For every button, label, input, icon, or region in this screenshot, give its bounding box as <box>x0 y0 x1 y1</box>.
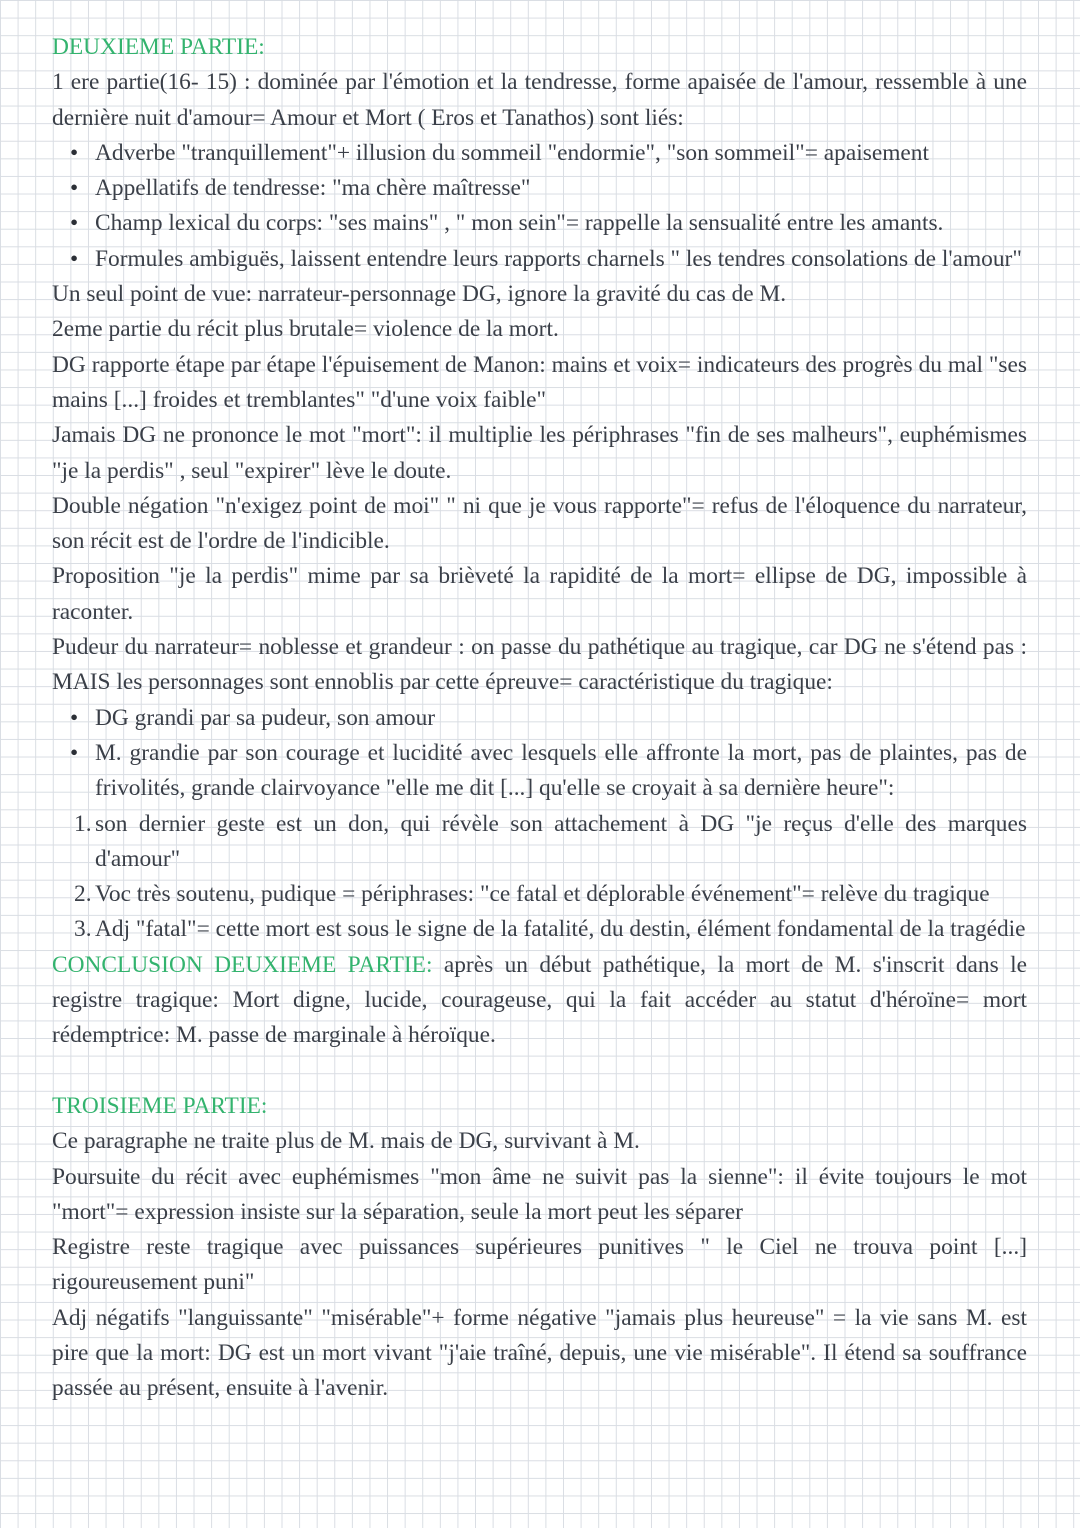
list-item: • Formules ambiguës, laissent entendre leurs rapports charnels " les tendres consolations de l'amour" <box>52 242 1027 277</box>
part3-heading: TROISIEME PARTIE: <box>52 1092 268 1119</box>
conclusion-label: CONCLUSION DEUXIEME PARTIE: <box>52 951 433 978</box>
item-text: son dernier geste est un don, qui révèle son attachement à DG "je reçus d'elle des marques d'amour" <box>95 810 1027 872</box>
section-spacer <box>52 1054 1027 1089</box>
list-item: • M. grandie par son courage et lucidité avec lesquels elle affronte la mort, pas de plaintes, pas de frivolités, grande clairvoyance "elle me dit [...] qu'elle se croyait à sa dernière heure": <box>52 736 1027 807</box>
numbered-item <box>52 807 1027 878</box>
part2-numbered-list <box>52 807 1027 948</box>
part2-bullet-list-2 <box>52 701 1027 807</box>
part2-bullet-list-1 <box>52 136 1027 277</box>
item-text: Voc très soutenu, pudique = périphrases: "ce fatal et déplorable événement"= relève du tragique <box>95 881 990 908</box>
part2-conclusion <box>52 948 1027 1054</box>
paragraph: Poursuite du récit avec euphémismes "mon âme ne suivit pas la sienne": il évite toujours le mot "mort"= expression insiste sur la séparation, seule la mort peut les séparer <box>52 1163 1027 1225</box>
part2-heading: DEUXIEME PARTIE: <box>52 34 265 60</box>
list-item: • Champ lexical du corps: "ses mains" , " mon sein"= rappelle la sensualité entre les amants. <box>52 206 1027 241</box>
paragraph: Adj négatifs "languissante" "misérable"+ forme négative "jamais plus heureuse" = la vie sans M. est pire que la mort: DG est un mort vivant "j'aie traîné, depuis, une vie misérable". Il étend sa souffrance passée au présent, ensuite à l'avenir. <box>52 1304 1027 1402</box>
paragraph: DG rapporte étape par étape l'épuisement de Manon: mains et voix= indicateurs des progrès du mal "ses mains [...] froides et tremblantes" "d'une voix faible" <box>52 351 1027 413</box>
part2-intro: 1 ere partie(16- 15) : dominée par l'émotion et la tendresse, forme apaisée de l'amour, ressemble à une dernière nuit d'amour= Amour et Mort ( Eros et Tanathos) sont liés: <box>52 69 1027 131</box>
paragraph: Un seul point de vue: narrateur-personnage DG, ignore la gravité du cas de M. <box>52 281 787 308</box>
conclusion-text: après un début pathétique, la mort de M. s'inscrit dans le registre tragique: Mort digne, lucide, courageuse, qui la fait accéder au statut d'héroïne= mort rédemptrice: M. passe de marginale à héroïque. <box>52 951 1028 1049</box>
list-item: • Adverbe "tranquillement"+ illusion du sommeil "endormie", "son sommeil"= apaisement <box>52 136 1027 171</box>
item-number: 3. <box>74 916 92 943</box>
item-number: 1. <box>74 810 92 837</box>
item-text: Adj "fatal"= cette mort est sous le signe de la fatalité, du destin, élément fondamental de la tragédie <box>95 916 1026 943</box>
paragraph: 2eme partie du récit plus brutale= violence de la mort. <box>52 316 559 343</box>
notes-page <box>52 30 1027 1407</box>
paragraph: Proposition "je la perdis" mime par sa brièveté la rapidité de la mort= ellipse de DG, impossible à raconter. <box>52 563 1027 625</box>
paragraph: Registre reste tragique avec puissances supérieures punitives " le Ciel ne trouva point [...] rigoureusement puni" <box>52 1234 1027 1296</box>
numbered-item <box>52 877 1027 912</box>
paragraph: Double négation "n'exigez point de moi" " ni que je vous rapporte"= refus de l'éloquence du narrateur, son récit est de l'ordre de l'indicible. <box>52 492 1027 555</box>
paragraph: Pudeur du narrateur= noblesse et grandeur : on passe du pathétique au tragique, car DG ne s'étend pas : MAIS les personnages sont ennoblis par cette épreuve= caractéristique du tragique: <box>52 634 1027 696</box>
item-number: 2. <box>74 881 92 908</box>
numbered-item <box>52 912 1027 947</box>
paragraph: Jamais DG ne prononce le mot "mort": il multiplie les périphrases "fin de ses malheurs", euphémismes "je la perdis" , seul "expirer" lève le doute. <box>52 422 1027 484</box>
list-item: • DG grandi par sa pudeur, son amour <box>52 701 1027 736</box>
list-item: • Appellatifs de tendresse: "ma chère maîtresse" <box>52 171 1027 206</box>
paragraph: Ce paragraphe ne traite plus de M. mais de DG, survivant à M. <box>52 1128 640 1155</box>
